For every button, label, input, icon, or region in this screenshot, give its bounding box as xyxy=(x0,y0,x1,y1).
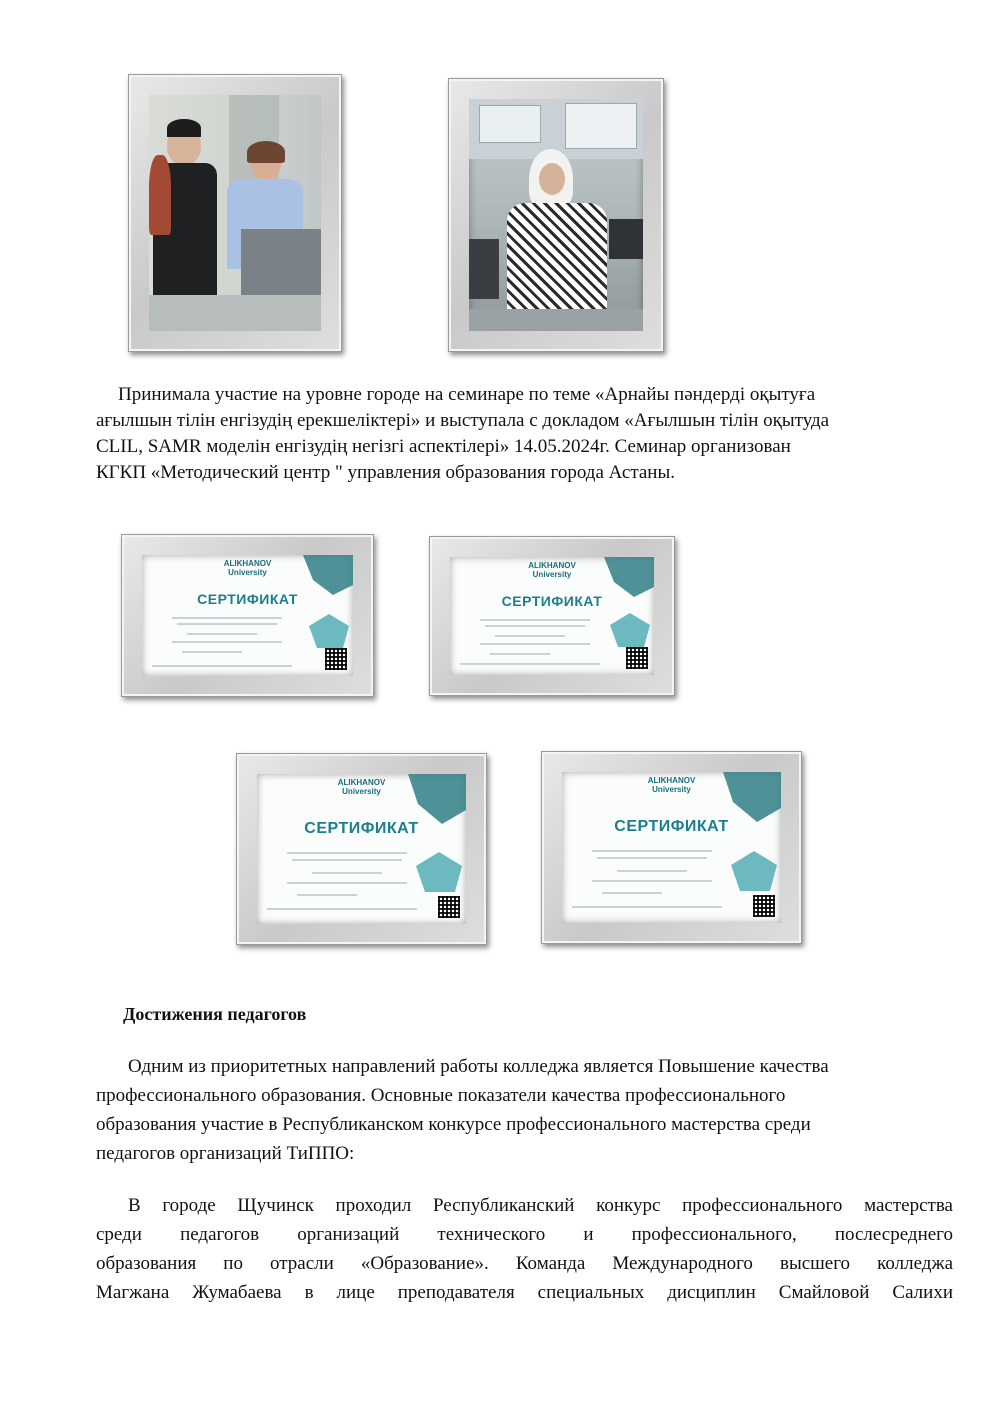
paragraph-line: ағылшын тілін енгізудің ерекшеліктері» и выступала с докладом «Ағылшын тілін оқытуда xyxy=(96,410,830,431)
certificate-frame-2 xyxy=(429,536,675,696)
certificate-title: СЕРТИФИКАТ xyxy=(304,820,419,837)
certificate-title: СЕРТИФИКАТ xyxy=(197,591,298,607)
qr-code-icon xyxy=(325,648,347,670)
certificate-logo: ALIKHANOV University xyxy=(528,561,576,579)
paragraph-line: CLIL, SAMR моделін енгізудің негізгі аспектілері» 14.05.2024г. Семинар организован xyxy=(96,436,791,457)
certificate-frame-4 xyxy=(541,751,802,944)
paragraph-contest xyxy=(96,1191,953,1307)
paragraph-seminar xyxy=(96,382,956,486)
certificate-frame-3 xyxy=(236,753,487,945)
certificate-4 xyxy=(562,772,781,923)
paragraph-line: образования по отрасли «Образование». Команда Международного высшего колледжа xyxy=(96,1253,953,1274)
paragraph-line: Принимала участие на уровне городе на семинаре по теме «Арнайы пәндерді оқытуға xyxy=(118,384,816,405)
certificate-logo: ALIKHANOV University xyxy=(647,776,696,794)
certificate-decor xyxy=(309,614,349,648)
certificate-decor xyxy=(731,851,777,891)
section-heading: Достижения педагогов xyxy=(123,1004,307,1024)
paragraph-line: Одним из приоритетных направлений работы колледжа является Повышение качества xyxy=(128,1056,829,1077)
photo-frame-1 xyxy=(128,74,342,352)
certificate-frame-1 xyxy=(121,534,374,697)
certificate-title: СЕРТИФИКАТ xyxy=(501,593,603,609)
certificate-decor xyxy=(416,852,462,892)
certificate-3 xyxy=(257,774,466,924)
photo-frame-2 xyxy=(448,78,664,352)
paragraph-line: педагогов организаций ТиППО: xyxy=(96,1143,355,1164)
certificate-1 xyxy=(142,555,353,676)
qr-code-icon xyxy=(626,647,648,669)
certificate-title: СЕРТИФИКАТ xyxy=(614,818,729,835)
qr-code-icon xyxy=(753,895,775,917)
photo-seminar-1 xyxy=(149,95,321,331)
certificate-decor xyxy=(610,613,650,647)
photo-seminar-2 xyxy=(469,99,643,331)
paragraph-priorities xyxy=(96,1052,956,1168)
paragraph-line: В городе Щучинск проходил Республиканский конкурс профессионального мастерства xyxy=(128,1195,953,1216)
certificate-2 xyxy=(450,557,654,675)
paragraph-line: КГКП «Методический центр " управления образования города Астаны. xyxy=(96,462,675,483)
paragraph-line: профессионального образования. Основные показатели качества профессионального xyxy=(96,1085,786,1106)
paragraph-line: образования участие в Республиканском конкурсе профессионального мастерства среди xyxy=(96,1114,811,1135)
paragraph-line: Магжана Жумабаева в лице преподавателя специальных дисциплин Смайловой Салихи xyxy=(96,1282,953,1303)
qr-code-icon xyxy=(438,896,460,918)
paragraph-line: среди педагогов организаций технического и профессионального, послесреднего xyxy=(96,1224,953,1245)
certificate-logo: ALIKHANOV University xyxy=(337,778,386,796)
certificate-logo: ALIKHANOV University xyxy=(223,559,272,577)
